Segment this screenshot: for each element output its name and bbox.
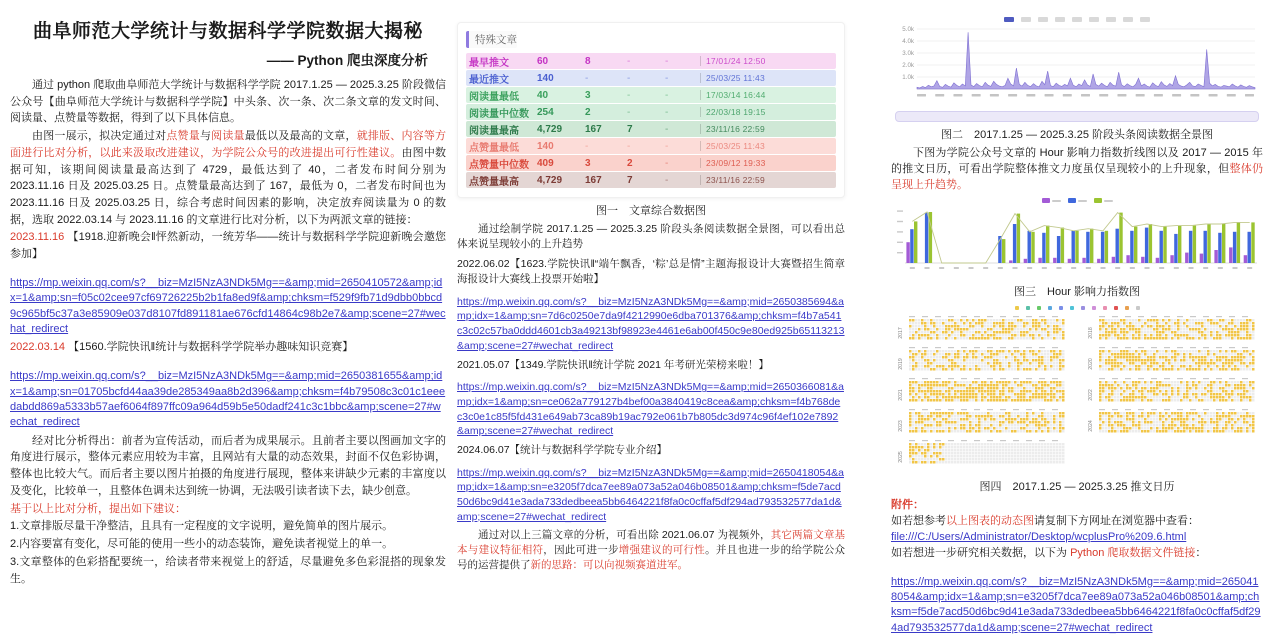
legend-item[interactable]: [1081, 306, 1085, 310]
svg-text:2019: 2019: [898, 358, 904, 370]
figure-4-chart: [891, 303, 1263, 474]
svg-text:1.0k: 1.0k: [902, 74, 914, 81]
advice-item-2: 2.内容要富有变化，尽可能的使用一些小的动态装饰，避免读者视觉上的单一。: [10, 538, 394, 551]
table-cell-value: -: [627, 89, 631, 101]
table-cell-time: 22/03/18 19:15: [700, 107, 836, 117]
table-cell-value: 7: [627, 123, 633, 135]
attachment-heading: 附件：: [891, 498, 924, 511]
table-cell-value: -: [665, 140, 669, 152]
table-cell-value: 167: [585, 174, 602, 186]
table-cell-time: 17/01/24 12:50: [700, 56, 836, 66]
table-cell-value: -: [665, 89, 669, 101]
table-cell-value: -: [665, 55, 669, 67]
figure-4-caption: 图四 2017.1.25 — 2025.3.25 推文日历: [979, 480, 1175, 493]
legend-item[interactable]: [1026, 306, 1030, 310]
legend-item[interactable]: [1125, 306, 1129, 310]
python-data-file-link[interactable]: https://mp.weixin.qq.com/s?__biz=MzI5NzA3NDk5Mg==&amp;mid=2650418054&amp;idx=1&amp;sn=e3205f7dca7ee89a073a52a046b08501&amp;chksm=f5de7acd50d6bc9d41e3ada733dedbeea5bb6464221f8fa0c0cffaf5df294ad793532577da1d&amp;scene=27#wechat_redirect: [891, 575, 1261, 634]
mid-article-3-link[interactable]: https://mp.weixin.qq.com/s?__biz=MzI5NzA3NDk5Mg==&amp;mid=2650418054&amp;idx=1&amp;sn=e3205f7dca7ee89a073a52a046b08501&amp;chksm=f5de7acd50d6bc9d41e3ada733dedbeea5bb6464221f8fa0c0cffaf5df294ad793532577da1d&amp;scene=27#wechat_redirect: [457, 466, 844, 523]
table-tag: 特殊文章: [466, 31, 517, 48]
mid-paragraph-1: 通过绘制学院 2017.1.25 — 2025.3.25 阶段头条阅读数据全景图，可以看出总体来说呈现较小的上升趋势: [457, 223, 845, 250]
svg-text:2024: 2024: [1088, 420, 1094, 432]
table-row: [466, 172, 836, 188]
calendar-year-2019: [898, 347, 1065, 371]
legend-item[interactable]: [1055, 17, 1065, 22]
table-row: [466, 121, 836, 137]
legend-item[interactable]: [1068, 198, 1087, 203]
mid-article-3-title: 2024.06.07【统计与数据科学学院专业介绍】: [457, 443, 668, 456]
report-right-column: [891, 0, 1263, 638]
article-1-title: 2023.11.16 【1918.迎新晚会‖怦然新动，一统芳华——统计与数据科学学院迎新晚会邀您参加】: [10, 231, 446, 261]
table-cell-label: 最近推文: [469, 74, 509, 86]
article-2-title: 2022.03.14 【1560.学院快讯‖统计与数据科学学院举办趣味知识竞赛】: [10, 341, 354, 354]
table-row: [466, 53, 836, 69]
legend-item[interactable]: [1089, 17, 1099, 22]
special-articles-table: [466, 53, 836, 188]
mid-article-1-link[interactable]: https://mp.weixin.qq.com/s?__biz=MzI5NzA3NDk5Mg==&amp;mid=2650385694&amp;idx=1&amp;sn=7d6c0250e7da9f4212990e6dba701376&amp;chksm=f4b7a541c3c02c57ba0ddd4601cb3a49213bf98923e4461e6ab00f450c9e80ed925b65113213&amp;scene=27#wechat_redirect: [457, 295, 845, 352]
table-cell-value: -: [627, 106, 631, 118]
table-cell-label: 最早推文: [469, 57, 509, 69]
table-cell-time: 23/11/16 22:59: [700, 124, 836, 134]
figure-4-legend[interactable]: [891, 303, 1263, 313]
calendar-year-2022: [1088, 378, 1255, 402]
table-cell-value: 2: [585, 106, 591, 118]
hour-influence-bar-chart: [891, 207, 1263, 279]
mid-article-2-link-block: [457, 380, 845, 439]
table-cell-time: 17/03/14 16:44: [700, 90, 836, 100]
svg-text:2017: 2017: [898, 327, 904, 339]
table-cell-value: -: [665, 106, 669, 118]
svg-text:2.0k: 2.0k: [902, 62, 914, 69]
svg-text:5.0k: 5.0k: [902, 26, 914, 33]
legend-item[interactable]: [1106, 17, 1116, 22]
legend-item[interactable]: [1042, 198, 1061, 203]
report-left-column: [10, 0, 446, 588]
mid-article-2-title: 2021.05.07【1349.学院快讯‖统计学院 2021 年考研光荣榜来啦！】: [457, 358, 769, 371]
table-cell-label: 阅读量最高: [469, 125, 519, 137]
mid-article-1-link-block: [457, 295, 845, 354]
chart-datazoom-slider[interactable]: [895, 111, 1259, 122]
svg-text:4.0k: 4.0k: [902, 38, 914, 45]
calendar-year-2024: [1088, 409, 1255, 433]
special-articles-card: [457, 22, 845, 198]
calendar-year-2023: [898, 409, 1065, 433]
report-middle-column: [457, 0, 845, 574]
figure-2-chart: [891, 14, 1263, 122]
table-cell-value: 254: [537, 106, 554, 118]
right-paragraph-1: 下图为学院公众号文章的 Hour 影响力指数折线图以及 2017 — 2015 年的推文日历，可看出学院整体推文力度虽仅呈现较小的上升现象，但整体仍呈现上升趋势。: [891, 147, 1263, 191]
figure-3-legend[interactable]: [891, 196, 1263, 206]
table-cell-value: -: [665, 174, 669, 186]
page-subtitle: —— Python 爬虫深度分析: [266, 53, 428, 68]
table-cell-value: 3: [585, 157, 591, 169]
mid-conclusion-paragraph: 通过对以上三篇文章的分析，可看出除 2021.06.07 为视频外，其它两篇文章基本与建议特征相符，因此可进一步增强建议的可行性。并且也进一步的给学院公众号的运营提供了新的思路：可以向视频赛道进军。: [457, 529, 846, 571]
table-cell-label: 点赞量最高: [469, 176, 519, 188]
table-cell-value: 7: [627, 174, 633, 186]
table-cell-value: 4,729: [537, 174, 563, 186]
table-cell-value: 140: [537, 140, 554, 152]
legend-item[interactable]: [1037, 306, 1041, 310]
figure-1-caption: 图一 文章综合数据图: [596, 205, 706, 217]
calendar-year-2018: [1088, 316, 1255, 340]
table-cell-value: 8: [585, 55, 591, 67]
legend-item[interactable]: [1015, 306, 1019, 310]
table-cell-time: 25/03/25 11:43: [700, 141, 836, 151]
table-cell-value: -: [627, 55, 631, 67]
table-cell-value: 2: [627, 157, 633, 169]
advice-item-1: 1.文章排版尽量干净整洁，且具有一定程度的文字说明，避免简单的图片展示。: [10, 520, 394, 533]
svg-text:3.0k: 3.0k: [902, 50, 914, 57]
legend-item[interactable]: [1059, 306, 1063, 310]
article-2-link[interactable]: https://mp.weixin.qq.com/s?__biz=MzI5NzA3NDk5Mg==&amp;mid=2650381655&amp;idx=1&amp;sn=01705bcfd44aa39de285349aa8b2d396&amp;chksm=f4b79508c3c01c1eeedabdd869a5333b57aef6064f897ffc09a964d59b5e50dadf241c3c1bbc&amp;scene=27#wechat_redirect: [10, 370, 446, 429]
legend-item[interactable]: [1094, 198, 1113, 203]
advice-item-3: 3.文章整体的色彩搭配要统一，给读者带来视觉上的舒适，尽量避免多色彩混搭的现象发生。: [10, 555, 446, 585]
mid-article-3-link-block: [457, 466, 845, 525]
legend-item[interactable]: [1021, 17, 1031, 22]
table-row: [466, 138, 836, 154]
table-cell-value: -: [585, 72, 589, 84]
table-cell-value: 4,729: [537, 123, 563, 135]
table-cell-value: 60: [537, 55, 549, 67]
attachment-line-1: 如若想参考以上图表的动态图请复制下方网址在浏览器中查看：: [891, 514, 1199, 527]
figure-2-legend[interactable]: [891, 14, 1263, 24]
comparison-paragraph: 经对比分析得出：前者为宣传活动，而后者为成果展示。且前者主要以图画加文字的角度进行展示，整体元素应用较为丰富，且网站有大量的动态效果，封面不仅色彩协调，整体也比较大气。而后者主要以图片拍摄的角度进行展现，整体来讲缺少元素的丰富度以及变化，比较单一，且整体色调未达到统一协调，无法吸引读者读下去，缺少创意。: [10, 434, 446, 497]
table-cell-value: -: [665, 72, 669, 84]
table-cell-value: 409: [537, 157, 554, 169]
svg-text:2020: 2020: [1088, 358, 1094, 370]
table-cell-time: 25/03/25 11:43: [700, 73, 836, 83]
article-1-link[interactable]: https://mp.weixin.qq.com/s?__biz=MzI5NzA3NDk5Mg==&amp;mid=2650410572&amp;idx=1&amp;sn=f05c02cee97cf69726225b2b1fa8ed9f&amp;chksm=f529f9fb71d9dbb0bbcd9c965bf5c37a3e85909e037d8107fd891181ae676cfd14864c98b2e7&amp;scene=27#wechat_redirect: [10, 276, 446, 336]
svg-text:2021: 2021: [898, 389, 904, 401]
table-row: [466, 70, 836, 86]
table-row: [466, 104, 836, 120]
legend-item[interactable]: [1140, 17, 1150, 22]
analysis-paragraph: 由图一展示，拟决定通过对点赞量与阅读量最低以及最高的文章，就排版、内容等方面进行比对分析，以此来汲取改进建议，为学院公众号的改进提出可行性建议。由图中数据可知，该期间阅读量最高达到了 4729，最低达到了 40，二者发布时间分别为 2023.11.16 日及 2025.03.25 日。点赞量最高达到了 167，最低为 0，二者发布时间也为 2023.11.16 日及 2025.03.25 日，综合考虑时间因素的影响，决定放弃阅读量为 0 的数据，选取 2022.03.14 与 2023.11.16 的文章进行比对分析，以下为两派文章的链接：: [10, 130, 447, 226]
tweet-calendar-heatmap: [891, 314, 1263, 474]
calendar-year-2021: [898, 378, 1065, 402]
table-cell-value: -: [665, 157, 669, 169]
legend-item[interactable]: [1136, 306, 1140, 310]
table-row: [466, 155, 836, 171]
table-cell-value: -: [585, 140, 589, 152]
table-cell-time: 23/09/12 19:33: [700, 158, 836, 168]
table-cell-time: 23/11/16 22:59: [700, 175, 836, 185]
legend-item[interactable]: [1103, 306, 1107, 310]
reading-timeseries-chart: [891, 25, 1263, 109]
table-cell-value: 40: [537, 89, 549, 101]
attachment-line-2: 如若想进一步研究相关数据，以下为 Python 爬取数据文件链接：: [891, 546, 1207, 559]
table-cell-value: -: [627, 140, 631, 152]
table-cell-value: -: [627, 72, 631, 84]
legend-item[interactable]: [1070, 306, 1074, 310]
table-cell-label: 阅读量中位数: [469, 108, 529, 120]
legend-item[interactable]: [1092, 306, 1096, 310]
attachment-block: [891, 498, 1263, 636]
table-cell-label: 阅读量最低: [469, 91, 519, 103]
table-cell-value: 167: [585, 123, 602, 135]
calendar-year-2025: [898, 440, 1065, 464]
legend-item[interactable]: [1123, 17, 1133, 22]
figure-3-caption: 图三 Hour 影响力指数图: [1014, 285, 1140, 298]
dynamic-chart-file-link[interactable]: file:///C:/Users/Administrator/Desktop/wcplusPro%209.6.html: [891, 530, 1187, 543]
article-2-link-block: [10, 369, 446, 431]
mid-article-2-link[interactable]: https://mp.weixin.qq.com/s?__biz=MzI5NzA3NDk5Mg==&amp;mid=2650366081&amp;idx=1&amp;sn=ce062a779127b4bef00a3840419c8cea&amp;chksm=f4b768dec3c0e1c85f5fd431e649ab73ca89b19ac792e061b7b805dc3d974c96f4ef102e7892&amp;scene=27#wechat_redirect: [457, 381, 844, 438]
data-file-link-block: [891, 575, 1263, 637]
svg-text:2023: 2023: [898, 420, 904, 432]
page-title: 曲阜师范大学统计与数据科学学院数据大揭秘: [32, 21, 423, 42]
svg-text:2022: 2022: [1088, 389, 1094, 401]
legend-item[interactable]: [1048, 306, 1052, 310]
legend-item[interactable]: [1072, 17, 1082, 22]
intro-paragraph: 通过 python 爬取曲阜师范大学统计与数据科学学院 2017.1.25 — 2025.3.25 阶段微信公众号【曲阜师范大学统计与数据科学学院】中头条、次一条、次二条文章的发文时间、阅读量、点赞量等数据，得到了以下具体信息。: [10, 79, 446, 125]
figure-2-caption: 图二 2017.1.25 — 2025.3.25 阶段头条阅读数据全景图: [940, 129, 1214, 141]
svg-text:2018: 2018: [1088, 327, 1094, 339]
legend-item[interactable]: [1114, 306, 1118, 310]
table-cell-label: 点赞量中位数: [469, 159, 529, 171]
svg-text:2025: 2025: [898, 451, 904, 463]
mid-article-1-title: 2022.06.02【1623.学院快讯‖“端午飘香，‘粽’总是情”主题海报设计大赛暨招生简章海报设计大赛线上投票开始啦】: [457, 258, 845, 286]
table-cell-value: -: [665, 123, 669, 135]
article-1-link-block: [10, 276, 446, 338]
advice-heading: 基于以上比对分析，提出如下建议：: [10, 502, 186, 515]
legend-item[interactable]: [1038, 17, 1048, 22]
legend-item[interactable]: [1004, 17, 1014, 22]
calendar-year-2017: [898, 316, 1065, 340]
table-cell-label: 点赞量最低: [469, 142, 519, 154]
figure-3-chart: [891, 196, 1263, 279]
table-cell-value: 140: [537, 72, 554, 84]
table-row: [466, 87, 836, 103]
calendar-year-2020: [1088, 347, 1255, 371]
table-cell-value: 3: [585, 89, 591, 101]
